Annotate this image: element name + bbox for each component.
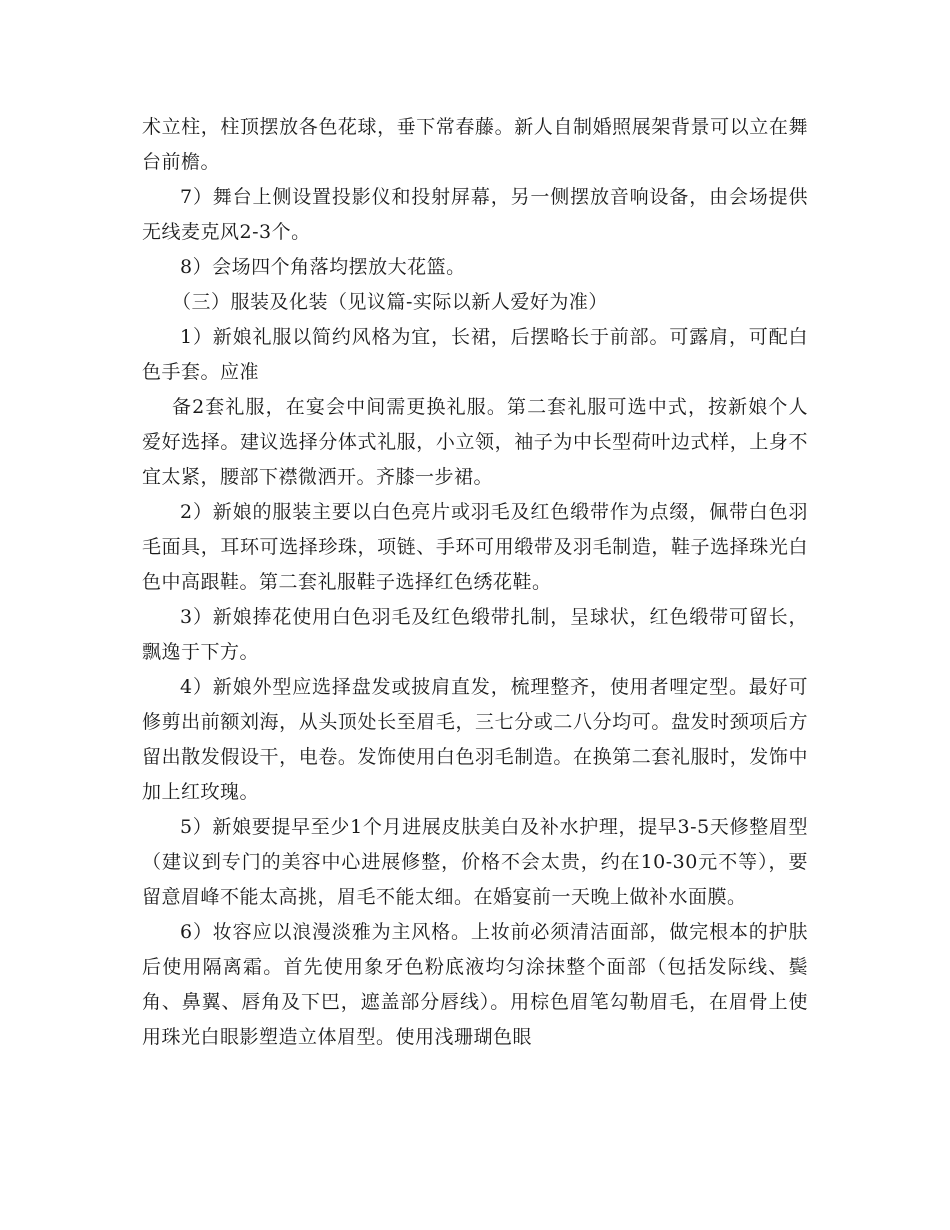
paragraph-costume-6: 6）妆容应以浪漫淡雅为主风格。上妆前必须清洁面部，做完根本的护肤后使用隔离霜。首先使用象牙色粉底液均匀涂抹整个面部（包括发际线、鬓角、鼻翼、唇角及下巴，遮盖部分唇线）。用棕色眉笔勾勒眉毛，在眉骨上使用珠光白眼影塑造立体眉型。使用浅珊瑚色眼 (142, 921, 808, 1048)
document-body (142, 110, 808, 1055)
paragraph-costume-1: 1）新娘礼服以简约风格为宜，长裙，后摆略长于前部。可露肩，可配白色手套。应准 (142, 326, 808, 383)
section-heading-costume: （三）服装及化装（见议篇-实际以新人爱好为准） (172, 291, 608, 313)
paragraph-continuation: 术立柱，柱顶摆放各色花球，垂下常春藤。新人自制婚照展架背景可以立在舞台前檐。 (142, 116, 808, 173)
paragraph-item-8: 8）会场四个角落均摆放大花篮。 (180, 256, 466, 278)
paragraph-costume-2: 2）新娘的服装主要以白色亮片或羽毛及红色缎带作为点缀，佩带白色羽毛面具，耳环可选择珍珠，项链、手环可用缎带及羽毛制造，鞋子选择珠光白色中高跟鞋。第二套礼服鞋子选择红色绣花鞋。 (142, 501, 808, 593)
paragraph-costume-4: 4）新娘外型应选择盘发或披肩直发，梳理整齐，使用者哩定型。最好可修剪出前额刘海，从头顶处长至眉毛，三七分或二八分均可。盘发时颈项后方留出散发假设干，电卷。发饰使用白色羽毛制造。在换第二套礼服时，发饰中加上红玫瑰。 (142, 676, 808, 803)
paragraph-item-7: 7）舞台上侧设置投影仪和投射屏幕，另一侧摆放音响设备，由会场提供无线麦克风2-3个。 (142, 186, 808, 243)
paragraph-costume-1-continued: 备2套礼服，在宴会中间需更换礼服。第二套礼服可选中式，按新娘个人爱好选择。建议选择分体式礼服，小立领，袖子为中长型荷叶边式样，上身不宜太紧，腰部下襟微洒开。齐膝一步裙。 (142, 396, 808, 488)
paragraph-costume-5: 5）新娘要提早至少1个月进展皮肤美白及补水护理，提早3-5天修整眉型（建议到专门的美容中心进展修整，价格不会太贵，约在10-30元不等），要留意眉峰不能太高挑，眉毛不能太细。在婚宴前一天晚上做补水面膜。 (142, 816, 808, 908)
paragraph-costume-3: 3）新娘捧花使用白色羽毛及红色缎带扎制，呈球状，红色缎带可留长，飘逸于下方。 (142, 606, 808, 663)
